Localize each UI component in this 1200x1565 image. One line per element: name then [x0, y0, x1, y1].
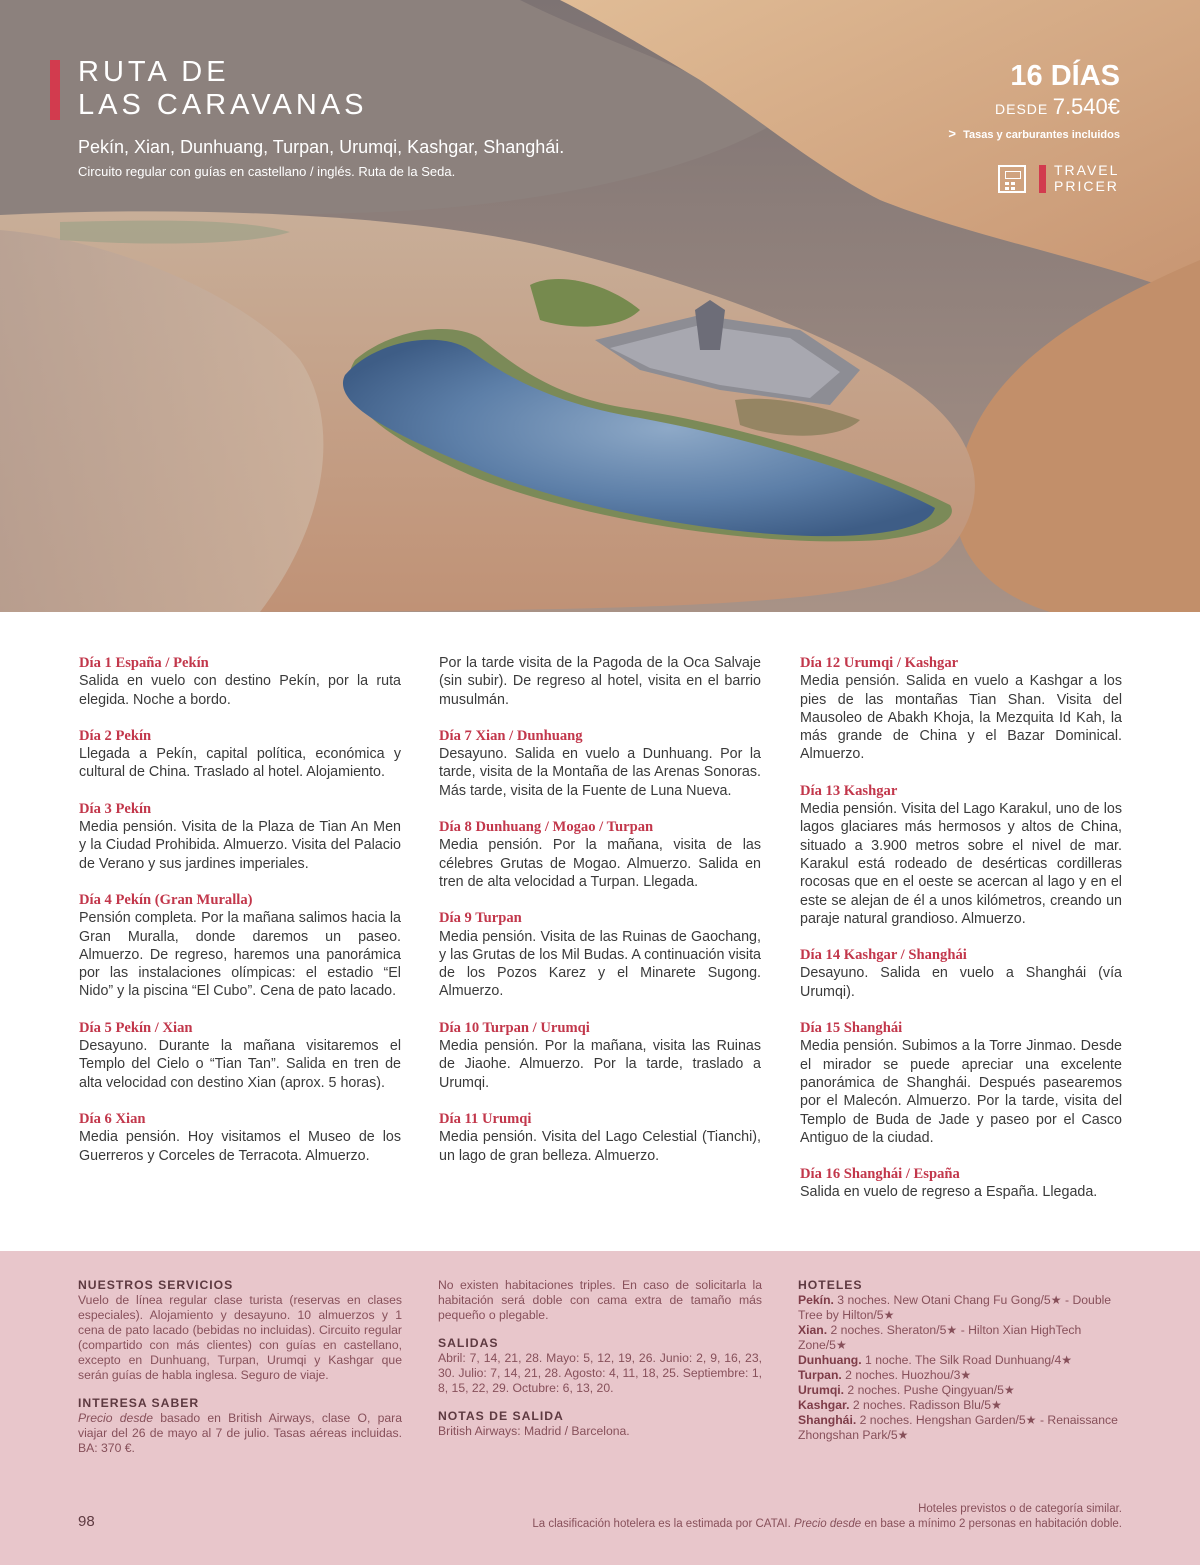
hotel-details: 2 noches. Hengshan Garden/5★ - Renaissance Zhongshan Park/5★ — [798, 1413, 1118, 1442]
hotel-details: 1 noche. The Silk Road Dunhuang/4★ — [861, 1353, 1073, 1367]
hotel-city: Urumqi. — [798, 1383, 845, 1397]
day-block — [800, 782, 1122, 928]
price-from-label: DESDE — [995, 101, 1049, 117]
day-title: Día 15 Shanghái — [800, 1020, 903, 1037]
day-title: Día 10 Turpan / Urumqi — [439, 1019, 590, 1036]
tour-duration: 16 DÍAS — [1010, 60, 1120, 92]
day-continuation — [439, 654, 761, 709]
day-block — [79, 800, 401, 873]
hotel-details: 2 noches. Sheraton/5★ - Hilton Xian HighTech Zone/5★ — [798, 1323, 1082, 1352]
footer-column-2 — [438, 1278, 762, 1439]
departures-heading: SALIDAS — [438, 1336, 499, 1350]
hotel-details: 2 noches. Huozhou/3★ — [841, 1368, 972, 1382]
hotels-heading: HOTELES — [798, 1278, 863, 1292]
hotel-city: Turpan. — [798, 1368, 842, 1382]
hotel-entry — [798, 1383, 1122, 1398]
title-accent-bar — [50, 60, 60, 120]
day-text: Media pensión. Por la mañana, visita las Ruinas de Jiaohe. Almuerzo. Por la tarde, traslado a Urumqi. — [439, 1038, 761, 1091]
day-title: Día 2 Pekín — [79, 727, 152, 744]
taxes-note-text: Tasas y carburantes incluidos — [963, 129, 1120, 141]
footer-note-line2-italic: Precio desde — [794, 1518, 862, 1530]
services-text: Vuelo de línea regular clase turista (reservas en clases especiales). Alojamiento y desayuno. 10 almuerzos y 1 cena de pato lacado (bebidas no incluidas). Circuito regular (compartido con más clientes) con guías en castellano, excepto en Dunhuang, Turpan, Urumqi y Kashgar que serán guías de habla inglesa. Seguro de viaje. — [78, 1293, 402, 1382]
travel-pricer-logo — [1054, 162, 1119, 194]
day-block — [800, 1165, 1122, 1202]
footer-note-line2-a: La clasificación hotelera es la estimada por CATAI. — [532, 1518, 795, 1530]
day-text: Media pensión. Visita del Lago Celestial (Tianchi), un lago de gran belleza. Almuerzo. — [439, 1129, 761, 1164]
day-text: Salida en vuelo de regreso a España. Llegada. — [800, 1184, 1098, 1201]
hotel-details: 2 noches. Pushe Qingyuan/5★ — [844, 1383, 1015, 1397]
day-title: Día 13 Kashgar — [800, 782, 898, 799]
day-text: Media pensión. Salida en vuelo a Kashgar a los pies de las montañas Tian Shan. Visita del Mausoleo de Abakh Khoja, la Mezquita Id Kah, la más grande de China y el Bazar Dominical. Almuerzo. — [800, 673, 1122, 763]
hotel-city: Xian. — [798, 1323, 828, 1337]
day-text: Media pensión. Subimos a la Torre Jinmao. Desde el mirador se puede apreciar una excelente panorámica de Shanghái. Después pasearemos por el Malecón. Almuerzo. Por la tarde, visita del Templo de Buda de Jade y paseo por el Casco Antiguo de la ciudad. — [800, 1038, 1122, 1146]
day-block — [79, 654, 401, 709]
rooms-text: No existen habitaciones triples. En caso de solicitarla la habitación será doble con cama extra de tamaño más pequeño o plegable. — [438, 1278, 762, 1322]
day-text: Desayuno. Salida en vuelo a Dunhuang. Por la tarde, visita de la Montaña de las Arenas Sonoras. Más tarde, visita de la Fuente de Luna Nueva. — [439, 746, 761, 799]
tour-cities: Pekín, Xian, Dunhuang, Turpan, Urumqi, Kashgar, Shanghái. — [78, 137, 565, 157]
day-text: Media pensión. Visita de la Plaza de Tian An Men y la Ciudad Prohibida. Almuerzo. Visita del Palacio de Verano y sus jardines imperiales. — [79, 819, 401, 872]
day-title: Día 6 Xian — [79, 1110, 146, 1127]
travel-pricer-line1: TRAVEL — [1054, 162, 1120, 178]
interest-body: basado en British Airways, clase O, para viajar del 26 de mayo al 7 de julio. Tasas aéreas incluidas. BA: 370 €. — [78, 1411, 402, 1455]
day-title: Día 7 Xian / Dunhuang — [439, 727, 583, 744]
day-block — [439, 727, 761, 800]
tour-title — [78, 56, 367, 122]
day-block — [79, 727, 401, 782]
day-block — [439, 1110, 761, 1165]
tour-price — [995, 94, 1120, 120]
day-block — [800, 1019, 1122, 1147]
itinerary-column-3 — [800, 654, 1122, 1220]
day-block — [800, 654, 1122, 764]
hotel-city: Kashgar. — [798, 1398, 850, 1412]
footer-column-1 — [78, 1278, 402, 1456]
itinerary-column-2 — [439, 654, 761, 1183]
day-title: Día 11 Urumqi — [439, 1110, 532, 1127]
interest-italic: Precio desde — [78, 1411, 153, 1425]
price-amount: 7.540€ — [1052, 94, 1120, 119]
travel-pricer-accent-bar — [1039, 165, 1046, 193]
footer-note-line2-b: en base a mínimo 2 personas en habitación doble. — [861, 1518, 1122, 1530]
hotel-entry — [798, 1368, 1122, 1383]
day-title: Día 3 Pekín — [79, 800, 152, 817]
day-text: Por la tarde visita de la Pagoda de la Oca Salvaje (sin subir). De regreso al hotel, visita en el barrio musulmán. — [439, 655, 761, 708]
day-title: Día 14 Kashgar / Shanghái — [800, 947, 967, 964]
day-title: Día 5 Pekín / Xian — [79, 1019, 193, 1036]
day-text: Media pensión. Por la mañana, visita de las célebres Grutas de Mogao. Almuerzo. Salida en tren de alta velocidad a Turpan. Llegada. — [439, 837, 761, 890]
tour-subnote: Circuito regular con guías en castellano / inglés. Ruta de la Seda. — [78, 164, 456, 179]
page-number: 98 — [78, 1513, 95, 1530]
itinerary-column-1 — [79, 654, 401, 1183]
taxes-note — [948, 126, 1120, 141]
services-heading: NUESTROS SERVICIOS — [78, 1278, 234, 1292]
tour-title-line2: LAS CARAVANAS — [78, 89, 368, 121]
hotel-details: 2 noches. Radisson Blu/5★ — [849, 1398, 1003, 1412]
day-text: Pensión completa. Por la mañana salimos hacia la Gran Muralla, donde daremos un paseo. Almuerzo. De regreso, haremos una panorámica por las instalaciones olímpicas: el estadio “El Nido” y la piscina “El Cubo”. Cena de pato lacado. — [79, 910, 401, 1000]
day-title: Día 12 Urumqi / Kashgar — [800, 655, 959, 671]
hotel-city: Shanghái. — [798, 1413, 857, 1427]
hotel-entry — [798, 1398, 1122, 1413]
interest-heading: INTERESA SABER — [78, 1396, 200, 1410]
departure-notes-text: British Airways: Madrid / Barcelona. — [438, 1424, 630, 1438]
day-block — [800, 946, 1122, 1001]
day-block — [79, 891, 401, 1001]
day-block — [79, 1019, 401, 1092]
calculator-icon — [998, 165, 1026, 193]
travel-pricer-line2: PRICER — [1054, 178, 1119, 194]
info-footer — [0, 1251, 1200, 1565]
footer-note-line1: Hoteles previstos o de categoría similar. — [918, 1503, 1122, 1515]
day-title: Día 8 Dunhuang / Mogao / Turpan — [439, 819, 654, 836]
hotel-entry — [798, 1353, 1122, 1368]
departures-text: Abril: 7, 14, 21, 28. Mayo: 5, 12, 19, 26. Junio: 2, 9, 16, 23, 30. Julio: 7, 14, 21, 28. Agosto: 4, 11, 18, 25. Septiembre: 1, 8, 15, 22, 29. Octubre: 6, 13, 20. — [438, 1351, 762, 1395]
day-title: Día 16 Shanghái / España — [800, 1166, 960, 1183]
departure-notes-heading: NOTAS DE SALIDA — [438, 1409, 564, 1423]
footer-note-line2 — [532, 1517, 1122, 1532]
hotel-entry — [798, 1323, 1122, 1353]
day-title: Día 9 Turpan — [439, 910, 522, 927]
day-block — [79, 1110, 401, 1165]
day-block — [439, 1019, 761, 1092]
hotel-city: Dunhuang. — [798, 1353, 862, 1367]
footer-note — [532, 1502, 1122, 1532]
day-title: Día 1 España / Pekín — [79, 655, 209, 671]
day-text: Media pensión. Hoy visitamos el Museo de los Guerreros y Corceles de Terracota. Almuerzo. — [79, 1129, 401, 1164]
hotel-city: Pekín. — [798, 1293, 834, 1307]
tour-title-line1: RUTA DE — [78, 56, 230, 88]
day-text: Media pensión. Visita de las Ruinas de Gaochang, y las Grutas de los Mil Budas. A continuación visita de los Pozos Karez y el Minarete Sugong. Almuerzo. — [439, 928, 761, 1000]
day-text: Salida en vuelo con destino Pekín, por la ruta elegida. Noche a bordo. — [79, 673, 401, 708]
day-block — [439, 818, 761, 891]
interest-text — [78, 1411, 402, 1456]
day-title: Día 4 Pekín (Gran Muralla) — [79, 891, 253, 908]
hotel-entry — [798, 1413, 1122, 1443]
day-text: Media pensión. Visita del Lago Karakul, uno de los lagos glaciares más hermosos y altos de China, situado a 3.900 metros sobre el nivel de mar. Karakul está rodeado de desérticas cordilleras rocosas que en el oeste se acercan al lago y en el este se alejan de él a unos kilómetros, creando un paraje natural grandioso. Almuerzo. — [800, 801, 1122, 927]
day-text: Desayuno. Salida en vuelo a Shanghái (vía Urumqi). — [800, 965, 1122, 1000]
day-text: Llegada a Pekín, capital política, económica y cultural de China. Traslado al hotel. Alojamiento. — [79, 746, 401, 781]
hotel-entry — [798, 1293, 1122, 1323]
day-block — [439, 909, 761, 1000]
day-text: Desayuno. Durante la mañana visitaremos el Templo del Cielo o “Tian Tan”. Salida en tren de alta velocidad con destino Xian (aprox. 5 horas). — [79, 1038, 401, 1091]
hotel-details: 3 noches. New Otani Chang Fu Gong/5★ - Double Tree by Hilton/5★ — [798, 1293, 1112, 1322]
chevron-right-icon: > — [948, 126, 957, 141]
footer-column-3 — [798, 1278, 1122, 1443]
